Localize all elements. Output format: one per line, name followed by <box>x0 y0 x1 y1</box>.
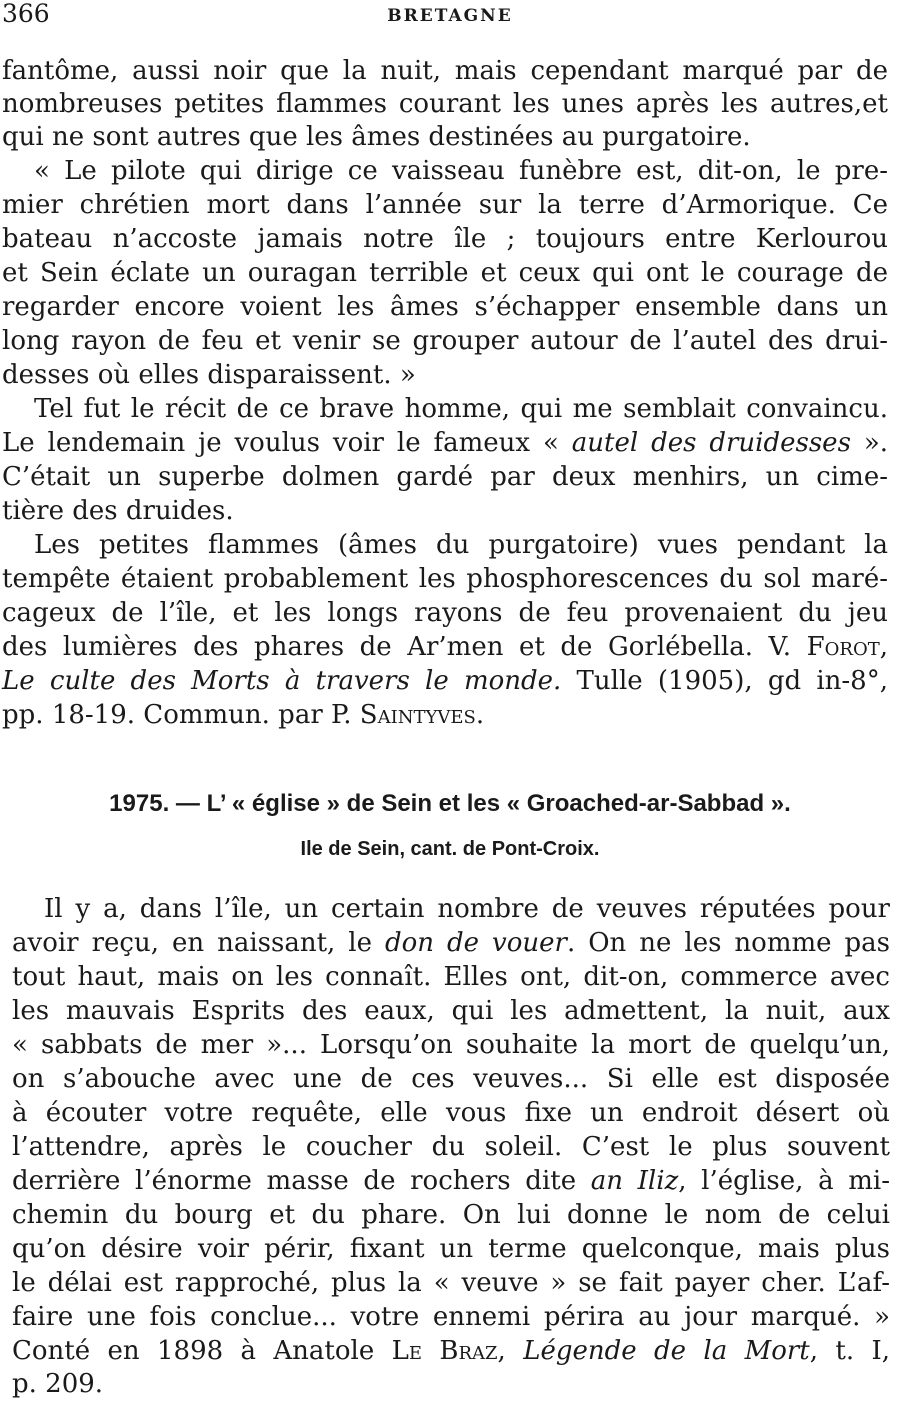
text-line: cageux de l’île, et les longs rayons de feu provenaient du jeu <box>2 598 888 628</box>
text-line: les mauvais Esprits des eaux, qui les admettent, la nuit, aux <box>12 996 890 1026</box>
book-title: Le culte des Morts à travers le monde. <box>2 666 562 696</box>
section-subtitle: Ile de Sein, cant. de Pont-Croix. <box>300 838 600 860</box>
page-header <box>0 0 900 34</box>
text-line: p. 209. <box>12 1369 104 1399</box>
text-line: Conté en 1898 à Anatole Le Braz, Légende de la Mort, t. I, <box>12 1336 890 1366</box>
text-line: tout haut, mais on les connaît. Elles ont, dit-on, commerce avec <box>12 962 890 992</box>
text-line: l’attendre, après le coucher du soleil. C’est le plus souvent <box>12 1132 890 1162</box>
text-line: Les petites flammes (âmes du purgatoire) vues pendant la <box>34 530 888 560</box>
text-line: qui ne sont autres que les âmes destinées au purgatoire. <box>2 122 751 152</box>
text-line: « Le pilote qui dirige ce vaisseau funèbre est, dit-on, le pre- <box>34 156 888 186</box>
text-line: C’était un superbe dolmen gardé par deux menhirs, un cime- <box>2 462 888 492</box>
text-line: avoir reçu, en naissant, le don de vouer. On ne les nomme pas <box>12 928 890 958</box>
text-line: Le lendemain je voulus voir le fameux « autel des druidesses ». <box>2 428 888 458</box>
text-line: Tel fut le récit de ce brave homme, qui me semblait convaincu. <box>34 394 888 424</box>
text-line: long rayon de feu et venir se grouper autour de l’autel des drui- <box>2 326 888 356</box>
text-line: chemin du bourg et du phare. On lui donne le nom de celui <box>12 1200 890 1230</box>
text-line: tempête étaient probablement les phosphorescences du sol maré- <box>2 564 888 594</box>
text-line: bateau n’accoste jamais notre île ; toujours entre Kerlourou <box>2 224 888 254</box>
page-number: 366 <box>2 0 50 28</box>
author-name: Forot <box>806 632 880 662</box>
text-line: qu’on désire voir périr, fixant un terme quelconque, mais plus <box>12 1234 890 1264</box>
text-line: tière des druides. <box>2 496 234 526</box>
text-line: fantôme, aussi noir que la nuit, mais cependant marqué par de <box>2 56 888 86</box>
italic-term: autel des druidesses <box>571 428 851 458</box>
text-line: des lumières des phares de Ar’men et de Gorlébella. V. Forot, <box>2 632 888 662</box>
author-name: Le Braz <box>391 1336 498 1366</box>
running-head: BRETAGNE <box>387 6 513 26</box>
text-line: et Sein éclate un ouragan terrible et ceux qui ont le courage de <box>2 258 888 288</box>
text-line: regarder encore voient les âmes s’échapper ensemble dans un <box>2 292 888 322</box>
book-title: Légende de la Mort <box>523 1336 810 1366</box>
text-line: le délai est rapproché, plus la « veuve » se fait payer cher. L’af- <box>12 1268 890 1298</box>
text-line: Il y a, dans l’île, un certain nombre de veuves réputées pour <box>44 894 890 924</box>
text-line: « sabbats de mer »... Lorsqu’on souhaite la mort de quelqu’un, <box>12 1030 890 1060</box>
text-line: pp. 18-19. Commun. par P. Saintyves. <box>2 700 485 730</box>
text-line: derrière l’énorme masse de rochers dite an Iliz, l’église, à mi- <box>12 1166 890 1196</box>
text-line: on s’abouche avec une de ces veuves... Si elle est disposée <box>12 1064 890 1094</box>
italic-term: don de vouer <box>384 928 567 958</box>
text-line: Le culte des Morts à travers le monde. Tulle (1905), gd in-8°, <box>2 666 888 696</box>
text-line: desses où elles disparaissent. » <box>2 360 416 390</box>
section-title: 1975. — L’ « église » de Sein et les « Groached-ar-Sabbad ». <box>109 790 791 817</box>
text-line: à écouter votre requête, elle vous fixe un endroit désert où <box>12 1098 890 1128</box>
contributor-name: Saintyves <box>359 700 476 730</box>
text-line: faire une fois conclue... votre ennemi périra au jour marqué. » <box>12 1302 890 1332</box>
text-line: nombreuses petites flammes courant les unes après les autres,et <box>2 89 888 119</box>
italic-term: an Iliz <box>590 1166 679 1196</box>
text-line: mier chrétien mort dans l’année sur la terre d’Armorique. Ce <box>2 190 888 220</box>
